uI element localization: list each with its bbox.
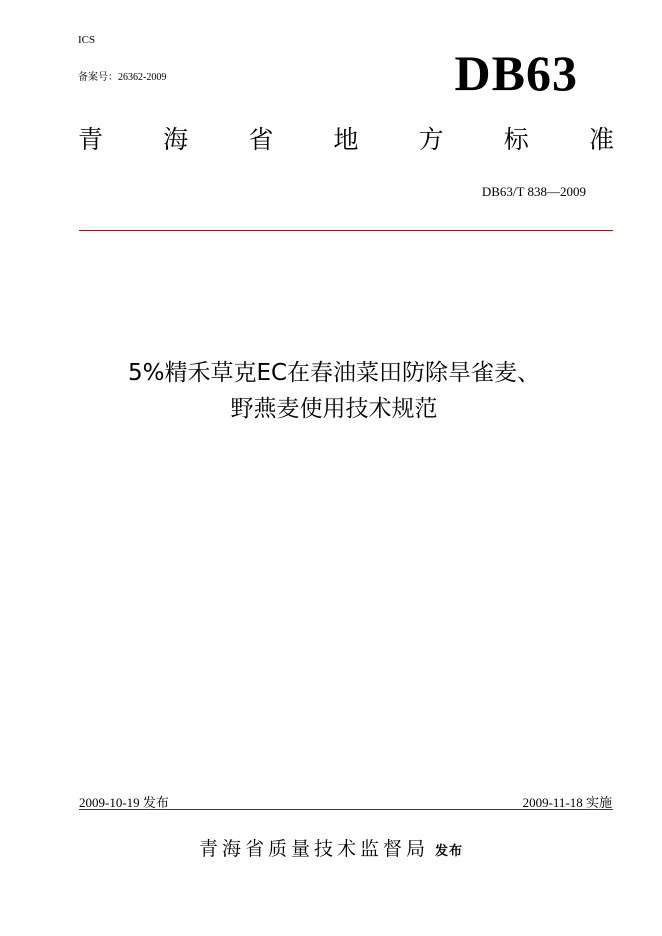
standard-title-char: 方 [418,125,444,154]
standard-number: DB63/T 838—2009 [481,184,586,199]
ics-label: ICS [78,34,96,46]
top-divider [79,230,613,231]
standard-title-char: 省 [248,125,274,154]
publish-verb: 发布 [435,844,464,859]
record-number: 备案号：26362-2009 [78,72,167,83]
authority-name: 青海省质量技术监督局 [198,838,429,860]
bottom-divider [79,809,613,810]
standard-title-char: 地 [333,125,359,154]
standard-title-char: 标 [503,125,529,154]
implementation-date: 2009-11-18 实施 [522,795,612,810]
issuing-authority [0,834,662,861]
standard-title-char: 准 [588,125,614,154]
issue-date: 2009-10-19 发布 [79,795,169,810]
db63-logo: DB63 [454,45,578,101]
document-title-line-1: 5%精禾草克EC在春油菜田防除旱雀麦、 [127,360,541,386]
standard-type-title [78,124,614,156]
standard-title-char: 青 [78,125,104,154]
standard-title-char: 海 [163,125,189,154]
document-title-line-2: 野燕麦使用技术规范 [230,396,438,422]
